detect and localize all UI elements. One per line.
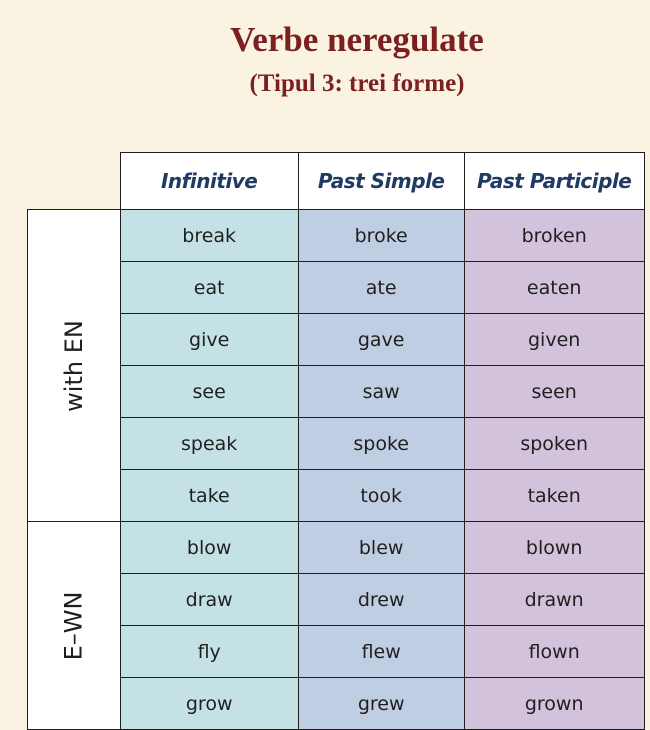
past-simple-cell: ate [298,262,464,314]
past-participle-cell: broken [464,210,644,262]
infinitive-cell: grow [120,678,298,730]
page-subtitle: (Tipul 3: trei forme) [249,70,465,97]
group-label: E–WN [59,591,88,660]
past-simple-cell: drew [298,574,464,626]
past-simple-cell: took [298,470,464,522]
past-participle-cell: given [464,314,644,366]
past-participle-cell: flown [464,626,644,678]
irregular-verbs-table [27,152,645,730]
group-label-cell [28,210,121,522]
header-corner [28,153,121,210]
header-past-participle: Past Participle [464,153,644,210]
past-simple-cell: gave [298,314,464,366]
table-row [28,210,645,262]
past-participle-cell: blown [464,522,644,574]
infinitive-cell: see [120,366,298,418]
table-row [28,522,645,574]
past-simple-cell: saw [298,366,464,418]
page-title: Verbe neregulate [230,20,484,59]
header-infinitive: Infinitive [120,153,298,210]
infinitive-cell: draw [120,574,298,626]
past-participle-cell: drawn [464,574,644,626]
past-simple-cell: flew [298,626,464,678]
infinitive-cell: break [120,210,298,262]
past-simple-cell: blew [298,522,464,574]
past-simple-cell: grew [298,678,464,730]
past-participle-cell: spoken [464,418,644,470]
infinitive-cell: fly [120,626,298,678]
past-simple-cell: spoke [298,418,464,470]
infinitive-cell: give [120,314,298,366]
past-simple-cell: broke [298,210,464,262]
infinitive-cell: eat [120,262,298,314]
group-label: with EN [59,319,88,412]
past-participle-cell: taken [464,470,644,522]
infinitive-cell: blow [120,522,298,574]
group-label-cell [28,522,121,730]
header-past-simple: Past Simple [298,153,464,210]
past-participle-cell: eaten [464,262,644,314]
past-participle-cell: seen [464,366,644,418]
infinitive-cell: take [120,470,298,522]
past-participle-cell: grown [464,678,644,730]
infinitive-cell: speak [120,418,298,470]
table-header-row [28,153,645,210]
